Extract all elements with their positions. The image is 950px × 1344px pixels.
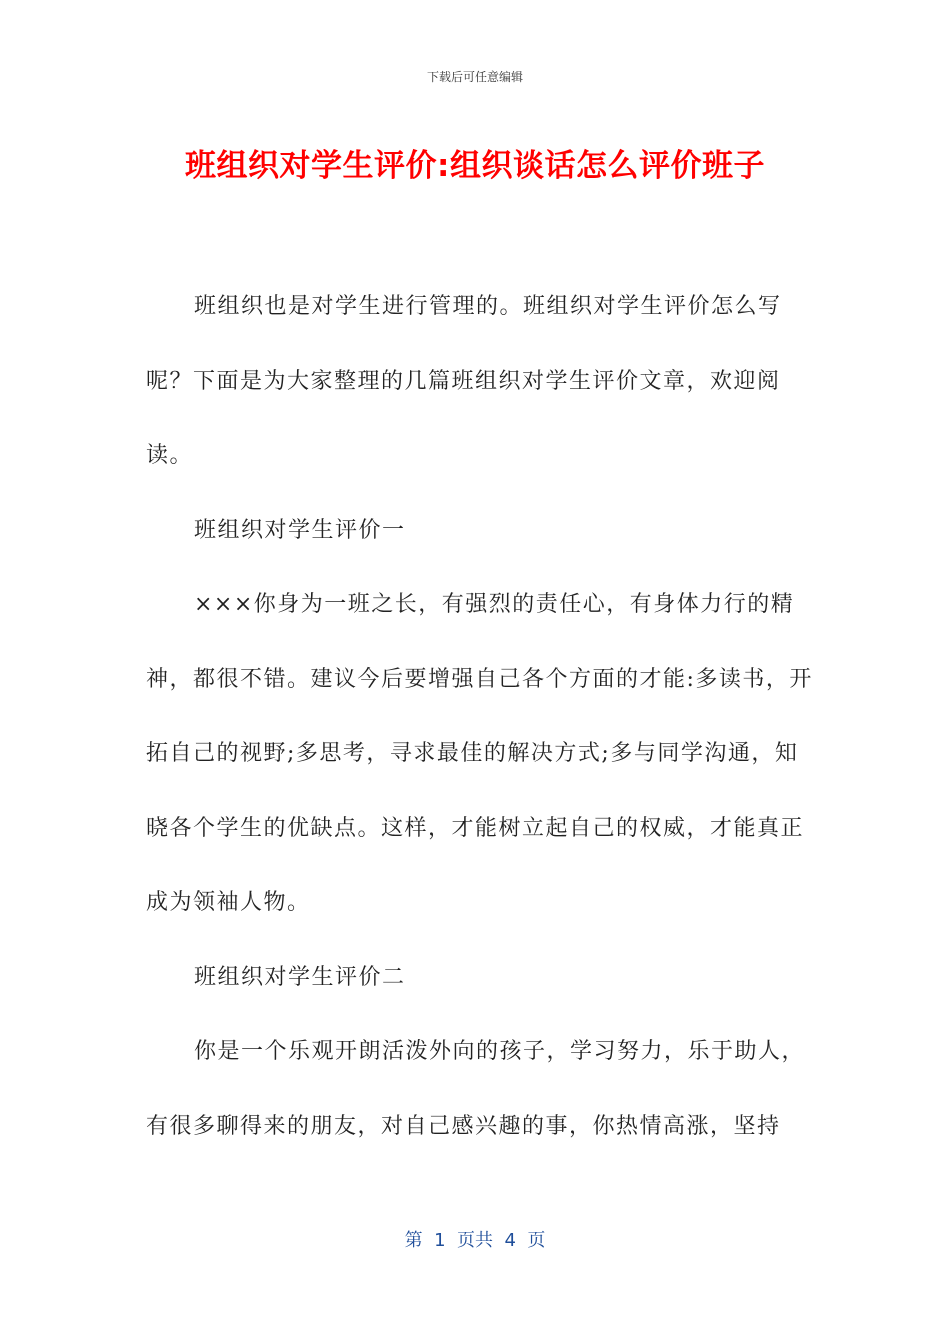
paragraph-evaluation-1: ×××你身为一班之长，有强烈的责任心，有身体力行的精神，都很不错。建议今后要增强自己各个方面的才能:多读书，开拓自己的视野;多思考，寻求最佳的解决方式;多与同学沟通，知晓各个学生的优缺点。这样，才能树立起自己的权威，才能真正成为领袖人物。: [146, 592, 813, 915]
document-title: 班组织对学生评价:组织谈话怎么评价班子: [185, 148, 765, 184]
section-heading-1: 班组织对学生评价一: [194, 517, 406, 543]
section-heading-2: 班组织对学生评价二: [194, 964, 406, 990]
paragraph-intro: 班组织也是对学生进行管理的。班组织对学生评价怎么写呢？下面是为大家整理的几篇班组织对学生评价文章，欢迎阅读。: [146, 294, 782, 468]
paragraph-evaluation-2: 你是一个乐观开朗活泼外向的孩子，学习努力，乐于助人，有很多聊得来的朋友，对自己感兴趣的事，你热情高涨，坚持: [146, 1039, 806, 1139]
header-note: 下载后可任意编辑: [426, 70, 523, 84]
document-body: [146, 270, 818, 1164]
page-footer: 第 1 页共 4 页: [404, 1230, 546, 1251]
